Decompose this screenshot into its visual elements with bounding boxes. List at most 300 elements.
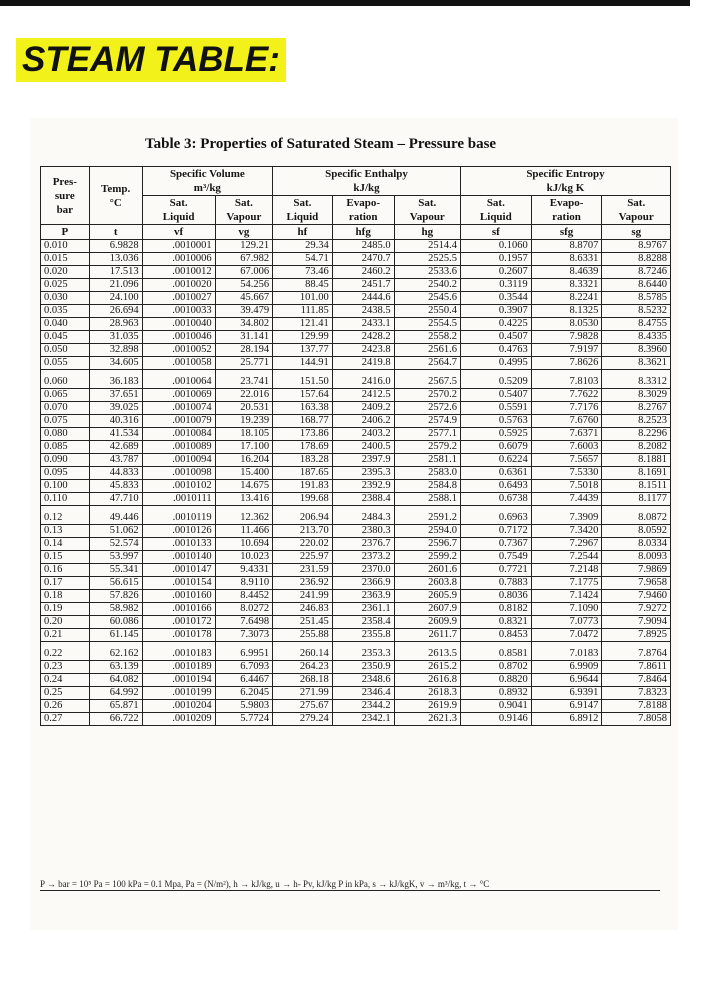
table-cell: 8.2523 [602, 415, 671, 428]
table-cell: 41.534 [89, 428, 142, 441]
table-cell: 7.8611 [602, 661, 671, 674]
header-hg-l1: Sat. [418, 197, 437, 209]
table-cell: 7.8925 [602, 629, 671, 642]
table-cell: 0.8932 [460, 687, 531, 700]
table-cell: 0.030 [41, 292, 90, 305]
table-title: Table 3: Properties of Saturated Steam – Pressure base [145, 136, 497, 152]
table-cell: 0.20 [41, 616, 90, 629]
table-cell: 2619.9 [394, 700, 460, 713]
table-cell: 32.898 [89, 344, 142, 357]
table-cell: 2358.4 [332, 616, 394, 629]
table-cell: 7.8058 [602, 713, 671, 726]
table-row [41, 253, 671, 266]
table-cell: 2607.9 [394, 603, 460, 616]
table-cell: 28.194 [215, 344, 272, 357]
table-cell: 0.22 [41, 642, 90, 661]
table-cell: 57.826 [89, 590, 142, 603]
table-cell: 6.9828 [89, 240, 142, 253]
table-cell: 144.91 [273, 357, 333, 370]
table-cell: 8.4755 [602, 318, 671, 331]
table-cell: .0010119 [142, 506, 215, 525]
table-cell: 7.7176 [531, 402, 602, 415]
table-cell: 2564.7 [394, 357, 460, 370]
table-cell: 0.7721 [460, 564, 531, 577]
header-pressure-line1: Pres- [52, 175, 77, 188]
table-cell: 231.59 [273, 564, 333, 577]
table-cell: 0.085 [41, 441, 90, 454]
table-cell: 8.3960 [602, 344, 671, 357]
table-cell: 8.2241 [531, 292, 602, 305]
header-vg [215, 196, 272, 225]
table-cell: 2406.2 [332, 415, 394, 428]
table-cell: 7.3420 [531, 525, 602, 538]
table-cell: 0.4507 [460, 331, 531, 344]
table-cell: 13.036 [89, 253, 142, 266]
table-cell: 241.99 [273, 590, 333, 603]
table-cell: 65.871 [89, 700, 142, 713]
table-cell: 2342.1 [332, 713, 394, 726]
table-cell: 0.5209 [460, 370, 531, 389]
table-cell: 2581.1 [394, 454, 460, 467]
table-cell: 2392.9 [332, 480, 394, 493]
table-cell: 8.0592 [602, 525, 671, 538]
table-cell: 8.1325 [531, 305, 602, 318]
table-cell: 0.095 [41, 467, 90, 480]
table-cell: 0.15 [41, 551, 90, 564]
table-cell: 7.9658 [602, 577, 671, 590]
table-cell: 279.24 [273, 713, 333, 726]
table-cell: 21.096 [89, 279, 142, 292]
table-cell: 178.69 [273, 441, 333, 454]
table-cell: 66.722 [89, 713, 142, 726]
table-row [41, 590, 671, 603]
table-cell: 0.8820 [460, 674, 531, 687]
table-cell: 2400.5 [332, 441, 394, 454]
table-cell: 8.9110 [215, 577, 272, 590]
table-cell: 0.3544 [460, 292, 531, 305]
table-cell: 271.99 [273, 687, 333, 700]
table-cell: 2346.4 [332, 687, 394, 700]
header-sfg-l1: Evapo- [549, 197, 584, 209]
table-cell: 2591.2 [394, 506, 460, 525]
table-cell: 6.9147 [531, 700, 602, 713]
table-cell: 2596.7 [394, 538, 460, 551]
table-cell: 67.982 [215, 253, 272, 266]
scanned-table-page [30, 118, 678, 930]
header-pressure [41, 167, 90, 225]
table-cell: 2344.2 [332, 700, 394, 713]
table-cell: 22.016 [215, 389, 272, 402]
table-row [41, 700, 671, 713]
table-row [41, 240, 671, 253]
header-hfg [332, 196, 394, 225]
table-cell: .0010094 [142, 454, 215, 467]
table-cell: 6.9644 [531, 674, 602, 687]
table-cell: 34.605 [89, 357, 142, 370]
header-temp-unit: °C [109, 196, 122, 209]
symbol-vf: vf [142, 225, 215, 240]
steam-table [40, 166, 671, 726]
table-row [41, 538, 671, 551]
table-cell: 6.8912 [531, 713, 602, 726]
table-row [41, 331, 671, 344]
table-cell: 2550.4 [394, 305, 460, 318]
table-cell: 121.41 [273, 318, 333, 331]
table-cell: 8.1691 [602, 467, 671, 480]
table-cell: 11.466 [215, 525, 272, 538]
table-cell: 2572.6 [394, 402, 460, 415]
symbol-sf: sf [460, 225, 531, 240]
table-cell: 2618.3 [394, 687, 460, 700]
table-cell: 8.5785 [602, 292, 671, 305]
table-cell: 2605.9 [394, 590, 460, 603]
table-cell: 8.6440 [602, 279, 671, 292]
table-cell: 2416.0 [332, 370, 394, 389]
table-cell: 7.6371 [531, 428, 602, 441]
table-cell: 7.8188 [602, 700, 671, 713]
header-volume-unit: m³/kg [193, 182, 221, 194]
table-cell: 2409.2 [332, 402, 394, 415]
table-cell: 2348.6 [332, 674, 394, 687]
table-cell: 7.9197 [531, 344, 602, 357]
table-cell: 2428.2 [332, 331, 394, 344]
table-row [41, 551, 671, 564]
page-heading: STEAM TABLE: [16, 38, 286, 82]
table-cell: 183.28 [273, 454, 333, 467]
symbol-hfg: hfg [332, 225, 394, 240]
header-sf-l2: Liquid [479, 211, 512, 223]
table-cell: 0.4763 [460, 344, 531, 357]
table-cell: 0.6079 [460, 441, 531, 454]
table-row [41, 564, 671, 577]
header-hfg-l2: ration [348, 211, 378, 223]
table-cell: 2574.9 [394, 415, 460, 428]
table-cell: .0010204 [142, 700, 215, 713]
table-cell: 2423.8 [332, 344, 394, 357]
table-cell: 2533.6 [394, 266, 460, 279]
table-cell: 2570.2 [394, 389, 460, 402]
table-cell: 0.6361 [460, 467, 531, 480]
table-cell: .0010052 [142, 344, 215, 357]
table-row [41, 506, 671, 525]
table-cell: 7.1424 [531, 590, 602, 603]
table-cell: 64.992 [89, 687, 142, 700]
table-cell: 7.0773 [531, 616, 602, 629]
table-cell: 23.741 [215, 370, 272, 389]
table-cell: 199.68 [273, 493, 333, 506]
table-cell: 225.97 [273, 551, 333, 564]
table-cell: 15.400 [215, 467, 272, 480]
table-cell: 2366.9 [332, 577, 394, 590]
table-cell: 0.24 [41, 674, 90, 687]
table-cell: 10.023 [215, 551, 272, 564]
table-cell: 2397.9 [332, 454, 394, 467]
table-cell: 2376.7 [332, 538, 394, 551]
table-cell: 8.2296 [602, 428, 671, 441]
table-cell: 2588.1 [394, 493, 460, 506]
table-cell: 2583.0 [394, 467, 460, 480]
table-cell: 10.694 [215, 538, 272, 551]
table-cell: 8.1881 [602, 454, 671, 467]
header-entropy-unit: kJ/kg K [546, 182, 585, 194]
table-cell: 0.050 [41, 344, 90, 357]
table-cell: 0.18 [41, 590, 90, 603]
table-cell: 0.020 [41, 266, 90, 279]
header-pressure-line2: sure [54, 189, 75, 202]
table-cell: 8.3312 [602, 370, 671, 389]
table-cell: 8.9767 [602, 240, 671, 253]
table-cell: 6.9391 [531, 687, 602, 700]
header-temp-line1: Temp. [101, 182, 131, 195]
table-cell: 7.6003 [531, 441, 602, 454]
table-cell: 67.006 [215, 266, 272, 279]
table-cell: 8.0093 [602, 551, 671, 564]
table-cell: .0010178 [142, 629, 215, 642]
table-cell: 101.00 [273, 292, 333, 305]
footnote: P → bar = 10⁵ Pa = 100 kPa = 0.1 Mpa, Pa = (N/m²), h → kJ/kg, u → h- Pv, kJ/kg P in kPa, s → kJ/kgK, v → m³/kg, t → °C [40, 878, 660, 891]
table-cell: 61.145 [89, 629, 142, 642]
table-cell: 40.316 [89, 415, 142, 428]
table-cell: 0.055 [41, 357, 90, 370]
table-cell: 0.100 [41, 480, 90, 493]
table-cell: 0.14 [41, 538, 90, 551]
table-cell: 7.8103 [531, 370, 602, 389]
table-cell: 2380.3 [332, 525, 394, 538]
table-cell: .0010126 [142, 525, 215, 538]
table-cell: 7.1775 [531, 577, 602, 590]
table-row [41, 629, 671, 642]
table-cell: 0.8036 [460, 590, 531, 603]
table-cell: 29.34 [273, 240, 333, 253]
table-row [41, 467, 671, 480]
table-cell: 0.8702 [460, 661, 531, 674]
table-cell: 8.1511 [602, 480, 671, 493]
table-cell: .0010160 [142, 590, 215, 603]
table-row [41, 713, 671, 726]
table-cell: 43.787 [89, 454, 142, 467]
symbol-t: t [89, 225, 142, 240]
table-cell: 7.9869 [602, 564, 671, 577]
table-cell: .0010183 [142, 642, 215, 661]
header-entropy-title: Specific Entropy [526, 168, 605, 180]
table-cell: 2554.5 [394, 318, 460, 331]
table-cell: 0.090 [41, 454, 90, 467]
table-cell: .0010089 [142, 441, 215, 454]
table-cell: 2363.9 [332, 590, 394, 603]
table-cell: 0.3907 [460, 305, 531, 318]
table-cell: 0.25 [41, 687, 90, 700]
table-cell: 7.3073 [215, 629, 272, 642]
table-cell: 8.0530 [531, 318, 602, 331]
table-row [41, 415, 671, 428]
header-specific-enthalpy [273, 167, 461, 196]
table-cell: .0010154 [142, 577, 215, 590]
header-vf [142, 196, 215, 225]
table-row [41, 616, 671, 629]
header-vg-l2: Vapour [226, 211, 262, 223]
table-cell: 2438.5 [332, 305, 394, 318]
top-divider-bar [0, 0, 690, 6]
table-cell: 206.94 [273, 506, 333, 525]
table-row [41, 428, 671, 441]
table-cell: 275.67 [273, 700, 333, 713]
table-cell: 0.17 [41, 577, 90, 590]
table-cell: 2451.7 [332, 279, 394, 292]
table-row [41, 661, 671, 674]
table-cell: 7.5657 [531, 454, 602, 467]
header-pressure-unit: bar [56, 203, 74, 216]
table-cell: 7.2967 [531, 538, 602, 551]
table-cell: 7.9094 [602, 616, 671, 629]
header-hf-l2: Liquid [286, 211, 319, 223]
table-cell: .0010189 [142, 661, 215, 674]
table-cell: 54.71 [273, 253, 333, 266]
table-cell: 39.479 [215, 305, 272, 318]
table-cell: 0.6963 [460, 506, 531, 525]
table-cell: 2444.6 [332, 292, 394, 305]
table-cell: 2412.5 [332, 389, 394, 402]
table-row [41, 402, 671, 415]
table-cell: 2599.2 [394, 551, 460, 564]
table-cell: 157.64 [273, 389, 333, 402]
table-cell: 88.45 [273, 279, 333, 292]
table-cell: 213.70 [273, 525, 333, 538]
table-cell: 39.025 [89, 402, 142, 415]
table-row [41, 370, 671, 389]
table-cell: 8.3321 [531, 279, 602, 292]
table-cell: .0010140 [142, 551, 215, 564]
table-cell: 0.110 [41, 493, 90, 506]
header-specific-entropy [460, 167, 670, 196]
table-cell: 2594.0 [394, 525, 460, 538]
table-cell: 0.040 [41, 318, 90, 331]
table-cell: 168.77 [273, 415, 333, 428]
table-cell: 2353.3 [332, 642, 394, 661]
table-cell: 0.9146 [460, 713, 531, 726]
header-vf-l1: Sat. [169, 197, 188, 209]
header-sg [602, 196, 671, 225]
table-cell: 45.667 [215, 292, 272, 305]
table-row [41, 279, 671, 292]
table-cell: 55.341 [89, 564, 142, 577]
table-cell: 2350.9 [332, 661, 394, 674]
header-sf [460, 196, 531, 225]
header-sg-l2: Vapour [618, 211, 654, 223]
table-cell: 0.5407 [460, 389, 531, 402]
table-cell: 2613.5 [394, 642, 460, 661]
table-cell: 0.12 [41, 506, 90, 525]
header-sf-l1: Sat. [486, 197, 505, 209]
table-cell: 0.7549 [460, 551, 531, 564]
table-cell: 42.689 [89, 441, 142, 454]
table-cell: 2579.2 [394, 441, 460, 454]
table-cell: 129.99 [273, 331, 333, 344]
table-row [41, 493, 671, 506]
table-cell: 2484.3 [332, 506, 394, 525]
table-row [41, 603, 671, 616]
table-cell: 8.3621 [602, 357, 671, 370]
table-cell: 7.2544 [531, 551, 602, 564]
table-cell: 5.7724 [215, 713, 272, 726]
table-cell: 64.082 [89, 674, 142, 687]
table-cell: 62.162 [89, 642, 142, 661]
table-cell: 7.2148 [531, 564, 602, 577]
header-vg-l1: Sat. [234, 197, 253, 209]
table-cell: 0.6224 [460, 454, 531, 467]
table-cell: 220.02 [273, 538, 333, 551]
table-cell: 0.3119 [460, 279, 531, 292]
table-cell: 26.694 [89, 305, 142, 318]
table-row [41, 674, 671, 687]
table-cell: 0.1957 [460, 253, 531, 266]
table-cell: 7.9828 [531, 331, 602, 344]
table-cell: 60.086 [89, 616, 142, 629]
table-cell: .0010027 [142, 292, 215, 305]
table-cell: .0010102 [142, 480, 215, 493]
header-sfg-l2: ration [552, 211, 581, 223]
table-cell: 2603.8 [394, 577, 460, 590]
table-cell: .0010166 [142, 603, 215, 616]
symbol-hg: hg [394, 225, 460, 240]
table-cell: 0.4995 [460, 357, 531, 370]
table-cell: 0.23 [41, 661, 90, 674]
table-cell: 236.92 [273, 577, 333, 590]
table-cell: 0.6738 [460, 493, 531, 506]
table-cell: 0.9041 [460, 700, 531, 713]
table-row [41, 344, 671, 357]
table-cell: 111.85 [273, 305, 333, 318]
symbol-sfg: sfg [531, 225, 602, 240]
table-cell: 260.14 [273, 642, 333, 661]
symbol-vg: vg [215, 225, 272, 240]
table-row [41, 305, 671, 318]
header-volume-title: Specific Volume [169, 168, 245, 180]
table-cell: 2577.1 [394, 428, 460, 441]
table-cell: 2355.8 [332, 629, 394, 642]
table-cell: .0010194 [142, 674, 215, 687]
table-cell: 0.19 [41, 603, 90, 616]
table-cell: 2485.0 [332, 240, 394, 253]
header-hf [273, 196, 333, 225]
table-cell: 8.1177 [602, 493, 671, 506]
table-cell: 2460.2 [332, 266, 394, 279]
table-cell: .0010079 [142, 415, 215, 428]
table-cell: 246.83 [273, 603, 333, 616]
table-cell: 2540.2 [394, 279, 460, 292]
table-cell: .0010133 [142, 538, 215, 551]
table-cell: 6.4467 [215, 674, 272, 687]
table-cell: 2403.2 [332, 428, 394, 441]
table-cell: 0.7367 [460, 538, 531, 551]
table-cell: .0010199 [142, 687, 215, 700]
table-cell: 7.8323 [602, 687, 671, 700]
table-row [41, 687, 671, 700]
table-cell: 31.141 [215, 331, 272, 344]
table-cell: 53.997 [89, 551, 142, 564]
table-cell: 6.9951 [215, 642, 272, 661]
table-cell: 8.4639 [531, 266, 602, 279]
table-cell: 0.035 [41, 305, 90, 318]
table-cell: 2584.8 [394, 480, 460, 493]
table-cell: 6.2045 [215, 687, 272, 700]
table-cell: .0010172 [142, 616, 215, 629]
table-cell: 8.4335 [602, 331, 671, 344]
table-cell: 31.035 [89, 331, 142, 344]
table-cell: 13.416 [215, 493, 272, 506]
table-cell: .0010111 [142, 493, 215, 506]
table-row [41, 357, 671, 370]
table-cell: 8.8288 [602, 253, 671, 266]
